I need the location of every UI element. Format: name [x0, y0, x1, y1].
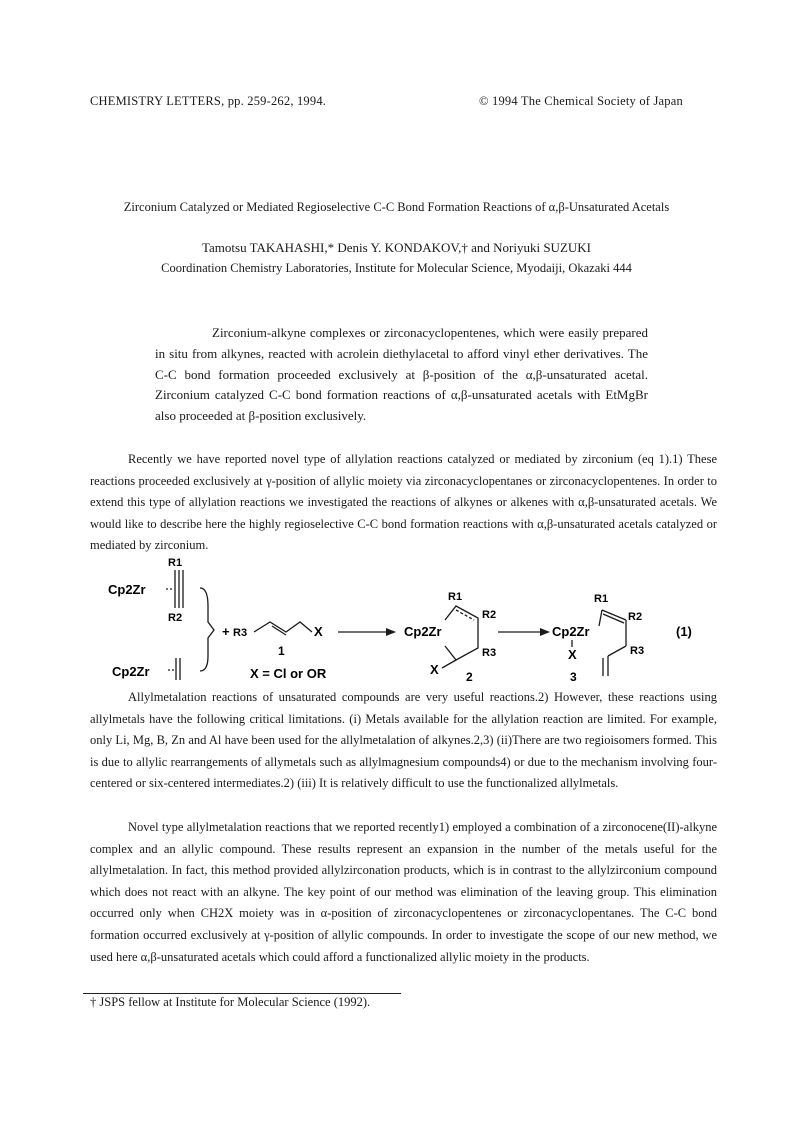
- paragraph-1: Recently we have reported novel type of allylation reactions catalyzed or mediated by zirconium (eq 1).1) These reactions proceeded exclusively at γ-position of allylic moiety via zirconacyclopentanes or zirconacyclopentenes. In order to extend this type of allylation reactions we investigated the reactions of alkynes or alkenes with α,β-unsaturated acetals. We would like to describe here the highly regioselective C-C bond formation reactions with α,β-unsaturated acetals catalyzed or mediated by zirconium.: [90, 452, 717, 553]
- r2-label: R2: [168, 612, 183, 624]
- footnote-rule: [83, 993, 401, 994]
- allylzirconation-product-3: [552, 593, 644, 684]
- reactant-zirconium-alkyne-complex: [108, 557, 183, 624]
- grouping-brace: [200, 588, 214, 671]
- leaving-group-label: X: [568, 647, 577, 662]
- paper-title: Zirconium Catalyzed or Mediated Regioselective C-C Bond Formation Reactions of α,β-Unsaturated Acetals: [123, 200, 670, 214]
- leaving-group-label: X: [314, 624, 323, 639]
- journal-citation: CHEMISTRY LETTERS, pp. 259-262, 1994.: [90, 94, 327, 108]
- intermediate-cp2zr-label: Cp2Zr: [404, 624, 442, 639]
- compound-1-number: 1: [278, 644, 285, 658]
- leaving-group-label: X: [430, 662, 439, 677]
- compound-3-number: 3: [570, 670, 577, 684]
- intro-paragraph: [90, 449, 717, 557]
- reaction-scheme: [100, 556, 720, 686]
- compound-2-number: 2: [466, 670, 473, 684]
- footnote: † JSPS fellow at Institute for Molecular Science (1992).: [90, 995, 371, 1009]
- reaction-arrow-1-head: [386, 628, 396, 636]
- r1-label: R1: [448, 591, 463, 603]
- reactant-cp2zr-label: Cp2Zr: [108, 582, 146, 597]
- r2-label: R2: [482, 609, 497, 621]
- equation-number: (1): [676, 624, 692, 639]
- author-list: Tamotsu TAKAHASHI,* Denis Y. KONDAKOV,† and Noriyuki SUZUKI: [201, 240, 591, 255]
- r3-label: R3: [482, 647, 497, 659]
- abstract-text: Zirconium-alkyne complexes or zirconacyclopentenes, which were easily prepared in situ from alkynes, reacted with acrolein diethylacetal to afford vinyl ether derivatives. The C-C bond formation proceeded exclusively at β-position of the α,β-unsaturated acetal. Zirconium catalyzed C-C bond formation reactions of α,β-unsaturated acetals with EtMgBr also proceeded at β-position exclusively.: [155, 325, 648, 424]
- r3-label: R3: [233, 627, 248, 639]
- r3-label: R3: [630, 645, 645, 657]
- r2-label: R2: [628, 611, 643, 623]
- allylic-compound-1: [222, 622, 327, 681]
- zirconacycle-intermediate-2: [404, 591, 496, 684]
- r1-label: R1: [594, 593, 609, 605]
- paragraph-3: Novel type allylmetalation reactions that we reported recently1) employed a combination of a zirconocene(II)-alkyne complex and an allylic compound. These results represent an expansion in the number of the metals useful for the allylmetalation. In fact, this method provided allylzirconation products, which is in contrast to the allylzirconium compound which does not react with an alkyne. The key point of our method was elimination of the leaving group. This elimination occurred only when CH2X moiety was in α-position of zirconacyclopentenes or zirconacyclopentanes. The C-C bond formation occurred exclusively at γ-position of allylic compounds. In order to investigate the scope of our new method, we used here α,β-unsaturated acetals which could afford a functionalized allylic moiety in the products.: [90, 820, 717, 964]
- affiliation: Coordination Chemistry Laboratories, Institute for Molecular Science, Myodaiji, Okazaki 444: [161, 261, 632, 275]
- leaving-group-definition: X = Cl or OR: [250, 666, 327, 681]
- abstract: [155, 323, 648, 427]
- r1-label: R1: [168, 557, 183, 569]
- plus-sign: +: [222, 624, 230, 639]
- reaction-arrow-2-head: [540, 628, 550, 636]
- novel-allylmetalation-paragraph: [90, 817, 717, 968]
- copyright-notice: © 1994 The Chemical Society of Japan: [479, 94, 683, 108]
- reactant-cp2zr-label: Cp2Zr: [112, 664, 150, 679]
- reactant-zirconium-alkene-complex: [112, 658, 180, 680]
- allylmetalation-paragraph: [90, 687, 717, 795]
- product-cp2zr-label: Cp2Zr: [552, 624, 590, 639]
- paragraph-2: Allylmetalation reactions of unsaturated compounds are very useful reactions.2) However, these reactions using allylmetals have the following critical limitations. (i) Metals available for the allylation reaction are limited. For example, only Li, Mg, B, Zn and Al have been used for the allylmetalation of alkynes.2,3) (ii)There are two regioisomers formed. This is due to allylic rearrangements of allymetals such as allylmagnesium compounds4) or due to the mechanism involving four-centered or six-centered intermediates.2) (iii) It is relatively difficult to use the functionalized allylmetals.: [90, 690, 717, 791]
